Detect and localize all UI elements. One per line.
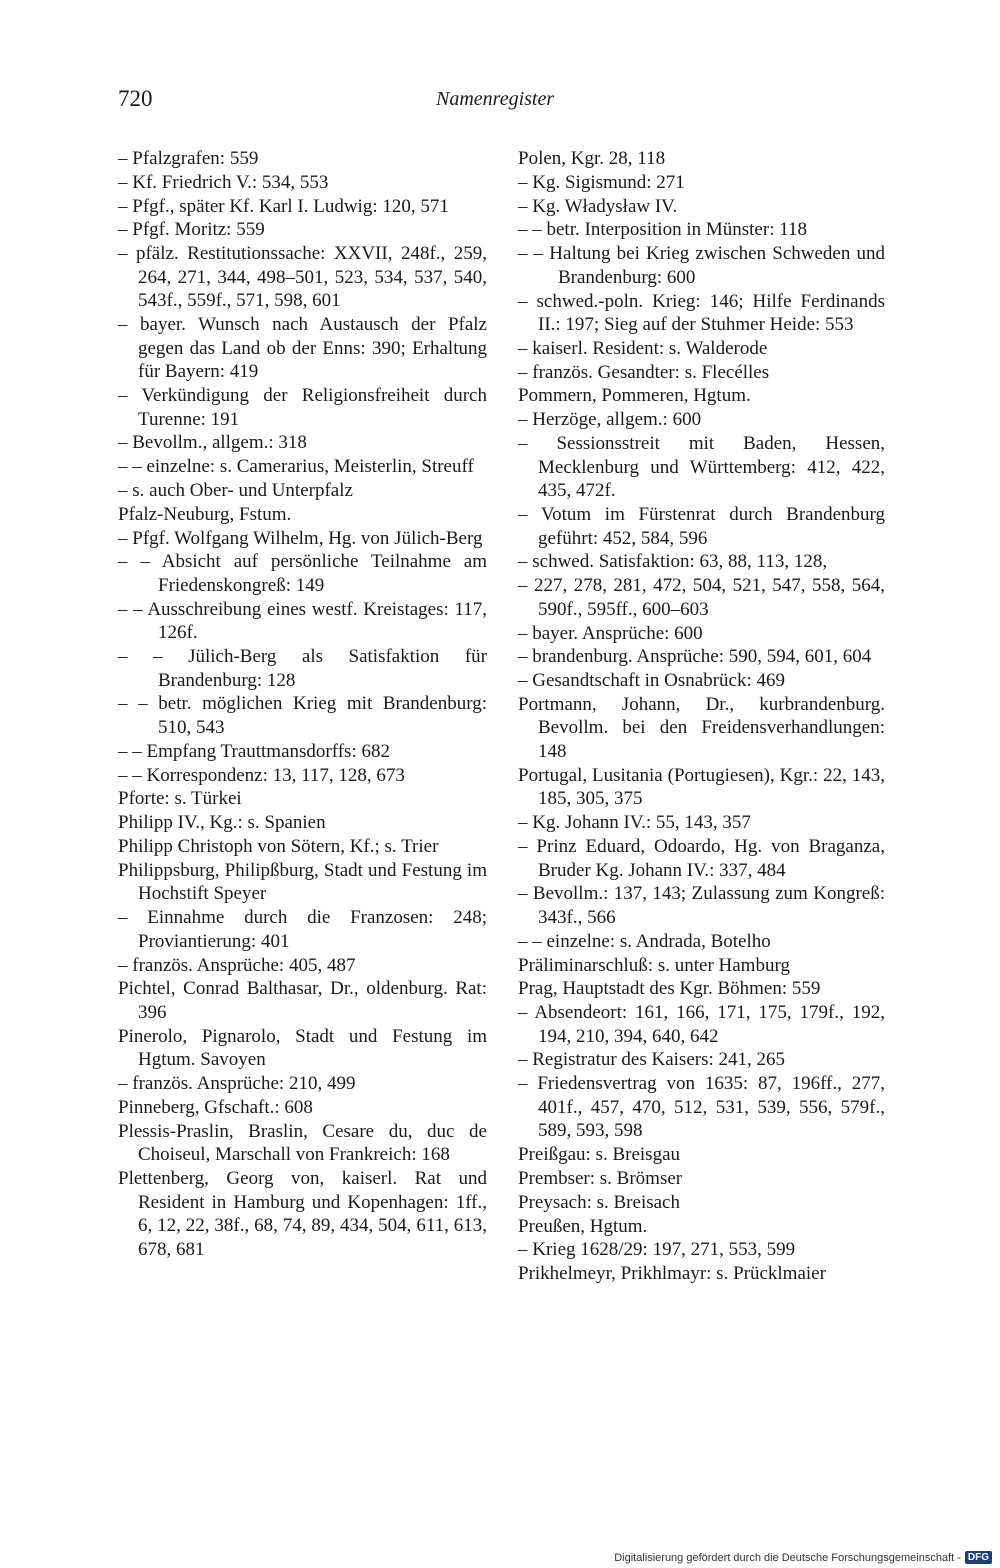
index-entry: Portugal, Lusitania (Portugiesen), Kgr.: 22, 143, 185, 305, 375 <box>518 764 885 810</box>
index-entry: – – Empfang Trauttmansdorffs: 682 <box>118 740 390 762</box>
index-entry: – Einnahme durch die Franzosen: 248; Proviantierung: 401 <box>118 907 487 952</box>
index-entry: – s. auch Ober- und Unterpfalz <box>118 480 353 501</box>
index-entry: – Prinz Eduard, Odoardo, Hg. von Braganza, Bruder Kg. Johann IV.: 337, 484 <box>518 835 885 881</box>
index-entry: Philipp IV., Kg.: s. Spanien <box>118 812 326 834</box>
index-entry: – Herzöge, allgem.: 600 <box>518 409 702 431</box>
index-entry: Plessis-Praslin, Braslin, Cesare du, duc de Choiseul, Marschall von Frankreich: 168 <box>118 1120 487 1166</box>
index-entry: – brandenburg. Ansprüche: 590, 594, 601, 604 <box>518 646 872 668</box>
index-entry: – bayer. Wunsch nach Austausch der Pfalz gegen das Land ob der Enns: 390; Erhaltung für Bayern: 419 <box>118 314 487 383</box>
index-entry: – pfälz. Restitutionssache: XXVII, 248f., 259, 264, 271, 344, 498–501, 523, 534, 537, 540, 543f., 559f., 571, 598, 601 <box>118 243 487 312</box>
index-entry: Pommern, Pommeren, Hgtum. <box>518 385 751 407</box>
left-index-column <box>118 147 487 1262</box>
index-entry: Plettenberg, Georg von, kaiserl. Rat und Resident in Hamburg und Kopenhagen: 1ff., 6, 12, 22, 38f., 68, 74, 89, 434, 504, 611, 613, 678, 681 <box>118 1167 487 1260</box>
index-entry: – – betr. möglichen Krieg mit Brandenburg: 510, 543 <box>118 693 487 739</box>
index-entry: – Votum im Fürstenrat durch Brandenburg geführt: 452, 584, 596 <box>518 503 885 549</box>
index-entry: Prikhelmeyr, Prikhlmayr: s. Prücklmaier <box>518 1263 826 1285</box>
index-entry: – Registratur des Kaisers: 241, 265 <box>518 1049 786 1071</box>
page-header <box>118 86 562 118</box>
index-entry: – schwed.-poln. Krieg: 146; Hilfe Ferdinands II.: 197; Sieg auf der Stuhmer Heide: 553 <box>518 290 885 336</box>
index-entry: Portmann, Johann, Dr., kurbrandenburg. Bevollm. bei den Freidensverhandlungen: 148 <box>518 693 885 763</box>
index-entry: Philipp Christoph von Sötern, Kf.; s. Trier <box>118 835 439 857</box>
index-entry: – Verkündigung der Religionsfreiheit durch Turenne: 191 <box>118 385 487 430</box>
index-entry: Pinneberg, Gfschaft.: 608 <box>118 1096 313 1118</box>
index-entry: Polen, Kgr. 28, 118 <box>518 148 666 169</box>
index-entry: Pforte: s. Türkei <box>118 788 242 810</box>
index-entry: – – betr. Interposition in Münster: 118 <box>518 219 808 241</box>
index-entry: – – einzelne: s. Andrada, Botelho <box>518 930 771 952</box>
index-entry: – Pfalzgrafen: 559 <box>118 148 259 169</box>
dfg-logo-icon: DFG <box>965 1551 992 1564</box>
index-entry: Prag, Hauptstadt des Kgr. Böhmen: 559 <box>518 978 821 1000</box>
index-entry: – französ. Ansprüche: 405, 487 <box>118 954 356 976</box>
index-entry: – – Jülich-Berg als Satisfaktion für Brandenburg: 128 <box>118 646 487 691</box>
index-entry: – Kg. Johann IV.: 55, 143, 357 <box>518 812 751 834</box>
index-entry: Pinerolo, Pignarolo, Stadt und Festung im Hgtum. Savoyen <box>118 1025 487 1071</box>
right-index-column <box>518 147 885 1286</box>
index-entry: Preißgau: s. Breisgau <box>518 1144 681 1166</box>
index-entry: – Absendeort: 161, 166, 171, 175, 179f., 192, 194, 210, 394, 640, 642 <box>518 1002 885 1047</box>
index-entry: Philippsburg, Philipßburg, Stadt und Festung im Hochstift Speyer <box>118 859 487 905</box>
page-number: 720 <box>118 86 153 111</box>
index-entry: – kaiserl. Resident: s. Walderode <box>518 337 768 359</box>
index-entry: – Bevollm., allgem.: 318 <box>118 432 307 454</box>
index-entry: – – Ausschreibung eines westf. Kreistages: 117, 126f. <box>118 598 487 644</box>
index-entry: Prembser: s. Brömser <box>518 1167 683 1189</box>
index-entry: – Kf. Friedrich V.: 534, 553 <box>118 171 329 193</box>
index-entry: – 227, 278, 281, 472, 504, 521, 547, 558, 564, 590f., 595ff., 600–603 <box>518 575 885 620</box>
index-entry: Pfalz-Neuburg, Fstum. <box>118 503 292 525</box>
running-title: Namenregister <box>436 88 555 110</box>
index-entry: – Gesandtschaft in Osnabrück: 469 <box>518 670 785 692</box>
index-entry: – – Absicht auf persönliche Teilnahme am Friedenskongreß: 149 <box>118 551 487 596</box>
index-entry: – Kg. Sigismund: 271 <box>518 171 685 193</box>
index-entry: – französ. Ansprüche: 210, 499 <box>118 1073 356 1095</box>
index-entry: Präliminarschluß: s. unter Hamburg <box>518 954 790 976</box>
funding-credit: Digitalisierung gefördert durch die Deutsche Forschungsgemeinschaft - <box>614 1551 961 1564</box>
index-entry: Pichtel, Conrad Balthasar, Dr., oldenburg. Rat: 396 <box>118 978 487 1023</box>
index-entry: – bayer. Ansprüche: 600 <box>518 622 703 644</box>
digitization-footer <box>614 1551 992 1564</box>
index-entry: – Pfgf., später Kf. Karl I. Ludwig: 120, 571 <box>118 195 449 217</box>
index-entry: – Sessionsstreit mit Baden, Hessen, Mecklenburg und Württemberg: 412, 422, 435, 472f. <box>518 433 885 502</box>
index-entry: – Pfgf. Wolfgang Wilhelm, Hg. von Jülich-Berg <box>118 527 483 549</box>
index-entry: – schwed. Satisfaktion: 63, 88, 113, 128, <box>518 551 828 573</box>
index-entry: – – einzelne: s. Camerarius, Meisterlin, Streuff <box>118 456 474 478</box>
index-entry: – französ. Gesandter: s. Flecélles <box>518 361 770 383</box>
index-entry: – Friedensvertrag von 1635: 87, 196ff., 277, 401f., 457, 470, 512, 531, 539, 556, 579f., 589, 593, 598 <box>518 1073 885 1142</box>
index-entry: – – Korrespondenz: 13, 117, 128, 673 <box>118 764 405 786</box>
index-entry: Preußen, Hgtum. <box>518 1215 648 1237</box>
index-entry: – Pfgf. Moritz: 559 <box>118 219 265 241</box>
index-entry: – Bevollm.: 137, 143; Zulassung zum Kongreß: 343f., 566 <box>518 883 885 928</box>
index-entry: Preysach: s. Breisach <box>518 1191 680 1213</box>
index-entry: – – Haltung bei Krieg zwischen Schweden und Brandenburg: 600 <box>518 243 885 288</box>
index-entry: – Kg. Władysław IV. <box>518 195 678 217</box>
index-entry: – Krieg 1628/29: 197, 271, 553, 599 <box>518 1239 796 1261</box>
